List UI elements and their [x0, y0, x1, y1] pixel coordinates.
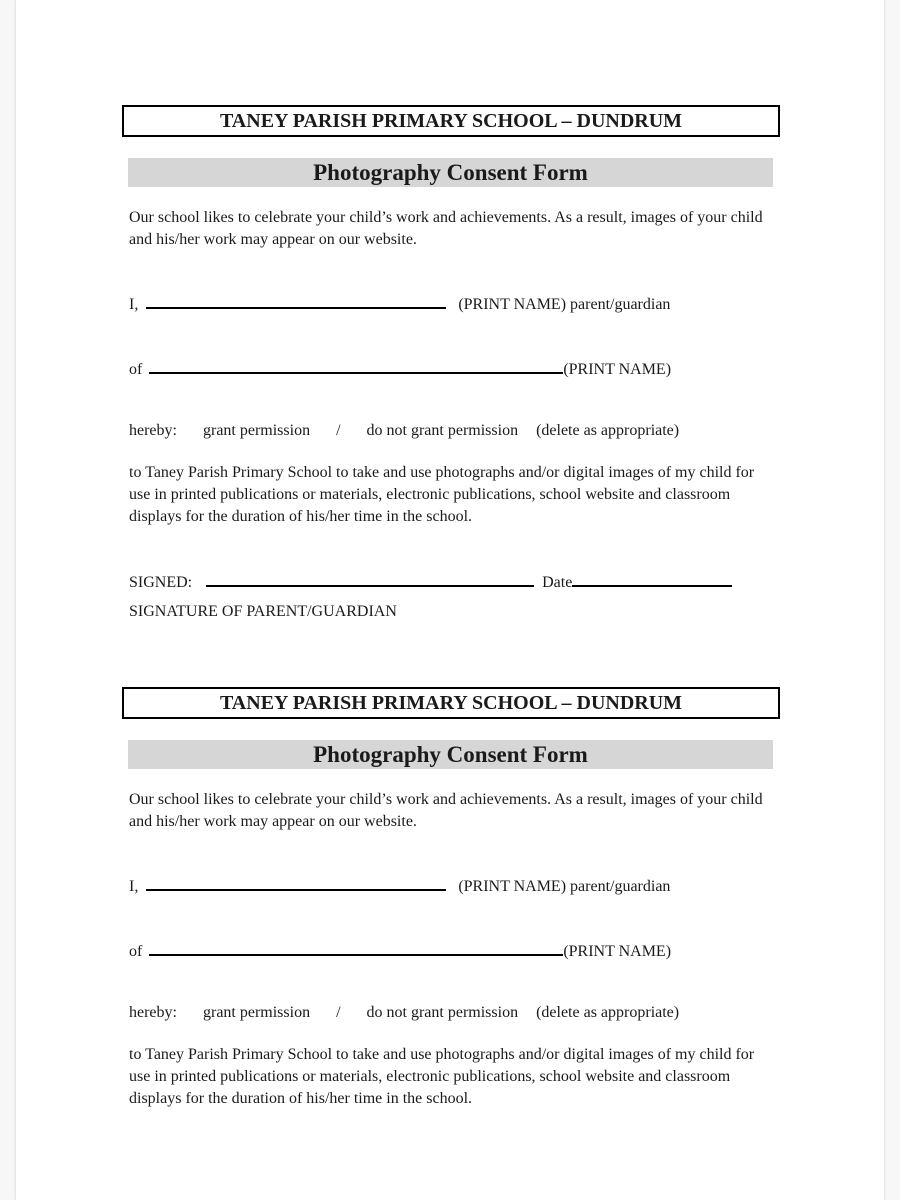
form-title: Photography Consent Form	[128, 740, 773, 769]
no-grant-option[interactable]: do not grant permission	[366, 422, 519, 439]
grant-option[interactable]: grant permission	[202, 422, 311, 439]
school-name-box: TANEY PARISH PRIMARY SCHOOL – DUNDRUM	[122, 105, 780, 137]
usage-paragraph: to Taney Parish Primary School to take and use photographs and/or digital images of my child for use in printed publications or materials, electronic publications, school website and classroom displays for the duration of his/her time in the school.	[129, 1046, 755, 1107]
date-label: Date	[542, 574, 573, 591]
document-page	[16, 0, 884, 1200]
parent-name-row	[129, 873, 670, 898]
permission-row	[129, 1002, 679, 1024]
of-prefix: of	[129, 361, 143, 378]
signature-caption: SIGNATURE OF PARENT/GUARDIAN	[129, 603, 397, 620]
name-prefix: I,	[129, 296, 139, 313]
hereby-label: hereby:	[129, 422, 177, 439]
option-separator: /	[336, 422, 341, 439]
consent-form-1	[16, 0, 884, 620]
name-prefix: I,	[129, 878, 139, 895]
of-prefix: of	[129, 943, 143, 960]
usage-paragraph: to Taney Parish Primary School to take and use photographs and/or digital images of my child for use in printed publications or materials, electronic publications, school website and classroom displays for the duration of his/her time in the school.	[129, 464, 755, 525]
intro-paragraph: Our school likes to celebrate your child’s work and achievements. As a result, images of your child and his/her work may appear on our website.	[129, 209, 763, 248]
option-separator: /	[336, 1004, 341, 1021]
name-suffix: (PRINT NAME) parent/guardian	[458, 878, 671, 895]
consent-form-2	[16, 582, 884, 1142]
of-suffix: (PRINT NAME)	[563, 943, 672, 960]
child-name-row	[129, 356, 671, 381]
hereby-label: hereby:	[129, 1004, 177, 1021]
of-suffix: (PRINT NAME)	[563, 361, 672, 378]
child-name-blank[interactable]	[149, 356, 563, 374]
delete-note: (delete as appropriate)	[536, 1004, 680, 1021]
parent-name-blank[interactable]	[146, 291, 446, 309]
school-name-box: TANEY PARISH PRIMARY SCHOOL – DUNDRUM	[122, 687, 780, 719]
no-grant-option[interactable]: do not grant permission	[366, 1004, 519, 1021]
permission-row	[129, 420, 679, 442]
child-name-blank[interactable]	[149, 938, 563, 956]
parent-name-blank[interactable]	[146, 873, 446, 891]
name-suffix: (PRINT NAME) parent/guardian	[458, 296, 671, 313]
intro-paragraph: Our school likes to celebrate your child’s work and achievements. As a result, images of your child and his/her work may appear on our website.	[129, 791, 763, 830]
signed-label: SIGNED:	[129, 574, 193, 591]
form-title: Photography Consent Form	[128, 158, 773, 187]
parent-name-row	[129, 291, 670, 316]
grant-option[interactable]: grant permission	[202, 1004, 311, 1021]
delete-note: (delete as appropriate)	[536, 422, 680, 439]
child-name-row	[129, 938, 671, 963]
